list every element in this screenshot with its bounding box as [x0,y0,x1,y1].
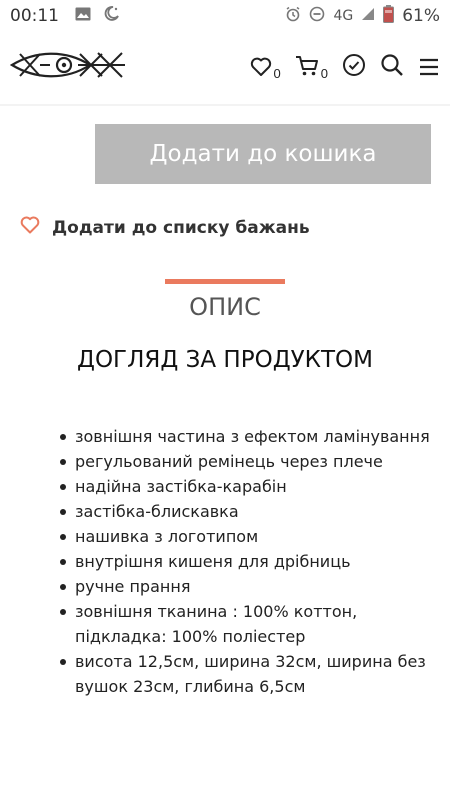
minus-circle-icon [309,6,325,26]
tab-active-indicator [165,279,285,284]
network-type-label: 4G [333,8,354,24]
list-item: зовнішня тканина : 100% коттон, підкладка: 100% поліестер [58,599,438,649]
menu-header-button[interactable] [418,54,440,82]
gallery-icon [75,7,91,26]
tab-description[interactable]: ОПИС [189,293,261,321]
battery-percent: 61% [402,6,440,26]
list-item: внутрішня кишеня для дрібниць [58,549,438,574]
check-circle-icon [342,53,366,82]
add-to-wishlist-label: Додати до списку бажань [52,217,310,238]
wishlist-count: 0 [273,66,281,81]
heart-icon [250,57,272,82]
battery-icon [383,5,394,27]
status-time: 00:11 [10,6,59,26]
alarm-icon [285,6,301,26]
search-icon [380,53,404,82]
eye-logo-icon [10,50,126,80]
brand-logo[interactable] [10,50,126,85]
status-bar [0,0,450,32]
list-item: ручне прання [58,574,438,599]
search-header-button[interactable] [380,54,404,82]
list-item: висота 12,5см, ширина 32см, ширина без вушок 23см, глибина 6,5см [58,649,438,699]
signal-icon [361,7,375,25]
list-item: нашивка з логотипом [58,524,438,549]
feature-list [58,424,438,699]
hamburger-menu-icon [418,57,440,82]
site-header [0,32,450,104]
list-item: зовнішня частина з ефектом ламінування [58,424,438,449]
do-not-disturb-moon-icon [103,5,120,27]
section-heading: ДОГЛЯД ЗА ПРОДУКТОМ [76,347,374,373]
list-item: надійна застібка-карабін [58,474,438,499]
header-divider [0,104,450,106]
list-item: застібка-блискавка [58,499,438,524]
heart-outline-icon [20,216,40,239]
cart-count: 0 [320,66,328,81]
cart-icon [295,55,319,82]
checkout-header-button[interactable] [342,54,366,82]
add-to-cart-button[interactable]: Додати до кошика [95,124,431,184]
list-item: регульований ремінець через плече [58,449,438,474]
wishlist-header-button[interactable] [250,54,281,82]
cart-header-button[interactable] [295,54,328,82]
add-to-wishlist-link[interactable] [20,216,310,239]
